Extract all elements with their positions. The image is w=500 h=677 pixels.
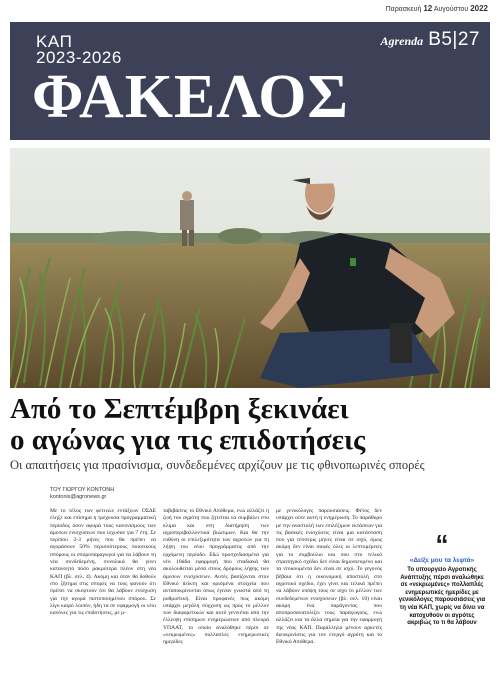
column-text: Με το τέλος των φετινών εντάξεων ΟΣΔΕ έληξε και επίσημα η τρέχουσα προγραμματική περίοδος όσον αφορά τους κανονισμούς των άμεσων ενισχύσεων που ίσχυσαν για 7 έτη. Σε περίπου 2-3 μήνες που θα πρέπει να αγοράσουν 50% περισσότερους ποιοτικούς σπόρους οι σποροπαραγωγοί για να λάβουν τη νέα συνδεδεμένη, συνολικά θα γίνει κατανοητό πόσο μακρύτερα πλέον στη νέα ΚΑΠ (βλ. σελ. 4). Ακόμη και όταν θα δοθούν στο ζήτημα στις σπορές να τους φανούν ότι πρέπει να σκεφτούν ότι θα λάβουν ενίσχυση για την αγορά πιστοποιημένου σπόρου. Σε λίγο καιρό λοιπόν, ήδη τα σε εφαρμογή οι νέοι κανόνες για τις επιδοτήσεις, με μ- [50, 508, 156, 617]
byline [50, 487, 114, 501]
pull-quote [398, 529, 486, 628]
dateline-month: Αυγούστου [433, 6, 469, 13]
dateline-day: 12 [423, 4, 433, 13]
dateline-weekday: Παρασκευή [385, 6, 422, 13]
brand-logo: Agrenda [380, 34, 424, 48]
article-headline [10, 394, 490, 456]
page-number: B5|27 [428, 29, 480, 50]
author-name: ΤΟΥ ΓΙΩΡΓΟΥ ΚΟΝΤΟΝΗ [50, 487, 115, 493]
article-column-3 [276, 508, 382, 647]
brand [381, 29, 481, 51]
headline-line1: Από το Σεπτέμβρη ξεκινάει [10, 393, 349, 425]
headline-line2: ο αγώνας για τις επιδοτήσεις [10, 424, 366, 456]
section-banner [10, 22, 490, 140]
author-email: kontonis@agronews.gr [50, 494, 107, 500]
article-photo [10, 148, 490, 388]
dateline [386, 4, 488, 13]
quote-mark-icon: “ [435, 529, 449, 559]
column-text: με γενικόλογες παρουσιάσεις. Φέτος δεν υπάρχει ούτε αυτή η ενημέρωση. Το παράθυρο με την αναστολή των επιλέξιμων εκτάσεων για τις βασικές ενισχύσεις είναι μια κατάσταση που για τέσσερις μήνες είναι σε ισχύ, όμως ακόμη δεν είναι σαφές όλες οι λεπτομέρειες για το συμβούλιο και που στο τελικό στρατηγικό σχέδιο δεν είναι δημοσιευμένο και τα ντοκουμέντα δεν είναι σε ισχύ. Το γεγονός βέβαια ότι η οικονομική αποστολή στο αγροτικό σχέδιο, έχει γίνει και τελικά πρέπει να λάβουν υπόψη τους σε ισχύ το μέλλον των συνδεδεμένων ενισχύσεων (βλ. σελ. 10) είναι ακόμη ένα παράγοντας που αποπροσανατολίζει τους παραγωγούς, ενώ αλλάζει και τα άλλα σημεία για την εφαρμογή της νέας ΚΑΠ. Παράλληλα μένουν αρκετές διευκρινίσεις για τον ενεργό αγρότη και το Εθνικό Απόθεμα. [276, 508, 382, 646]
banner-line1: ΚΑΠ [36, 32, 73, 51]
farmer-in-field-photo [10, 148, 490, 388]
column-text: ταβιβάσεις το Εθνικό Απόθεμα, ενώ αλλάζει η ζωή του αγρότη που ζητείται να συμβάλει στο κλίμα και στη διατήρηση των αγροπεριβαλλοντικά βιώσιμων. Και θα την ευθύνη οι επιλεξιμότητα των αγροτών για τη λήψη του νέου προγράμματος από την ερχόμενη περίοδο. Εδώ προσχεδιασμένα για νέο 10άδα εφαρμογή που σταδιακά θα ακολουθείται μέσα στους δρόμους λήψης των άμεσων ενισχύσεων. Αυτές βασίζονται στον Εθνικό δείκτη και ορισμένα στοιχεία που ανταποκρίνονται όπως έγιναν γνωστά από τη ρυθμιστική. Είναι προφανές πως ακόμη υπάρχει μεγάλη σύγχυση ως προς το μέλλον των διαφορετικών και αυτό γεννιέται από την έλλειψη επίσημων ενημερώσεων από πλευρά ΥΠΑΑΤ, το οποίο αναλόθηκε πέρσι σε «νεκρωμένες» πολλαπλές ενημερωτικές ημερίδες [163, 508, 269, 646]
banner-line2: 2023-2026 [36, 48, 122, 67]
section-title: ΦΑΚΕΛΟΣ [32, 63, 349, 131]
dateline-year: 2022 [470, 4, 488, 13]
pull-quote-text: Το υπουργείο Αγροτικής Ανάπτυξης πέρσι αναλώθηκε σε «νεκρωμένες» πολλαπλές ενημερωτικές ημερίδες με γενικόλογες παρουσιάσεις για τη νέα ΚΑΠ, χωρίς να δίνει να κατοχυθούν οι αγρότες ακριβώς το τι θα λάβουν [398, 567, 486, 627]
banner-kap-label [36, 34, 122, 66]
article-column-2 [163, 508, 269, 647]
article-subhead: Οι απαιτήσεις για πρασίνισμα, συνδεδεμένες αρχίζουν με τις φθινοπωρινές σπορές [10, 458, 425, 472]
pull-quote-heading: «Δείξε μου τα λεφτά» [409, 557, 475, 564]
article-column-1 [50, 508, 156, 647]
article-body [50, 508, 384, 647]
